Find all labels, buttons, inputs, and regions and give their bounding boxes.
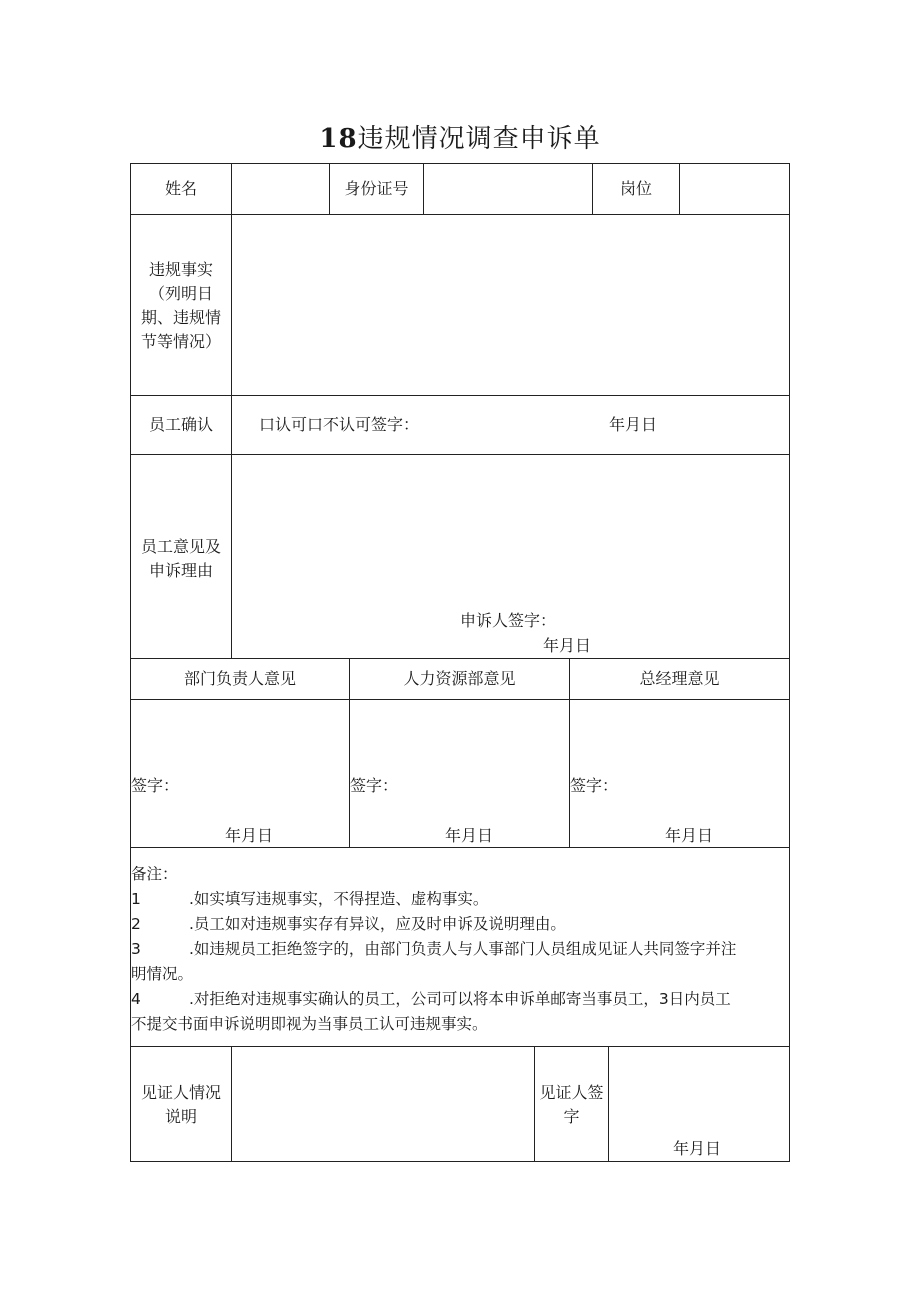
gm-sign-label: 签字： xyxy=(570,776,619,795)
witness-sign-label xyxy=(535,1081,608,1129)
title-number: 18 xyxy=(319,124,358,154)
employee-confirm-label: 员工确认 xyxy=(148,415,213,434)
employee-opinion-field[interactable] xyxy=(232,455,788,605)
employee-opinion-label xyxy=(131,535,231,583)
note-item xyxy=(131,987,788,1012)
label-line: 员工意见及 xyxy=(140,537,221,556)
hr-date: 年月日 xyxy=(445,826,494,845)
witness-desc-field[interactable] xyxy=(232,1047,533,1161)
post-field[interactable] xyxy=(680,164,788,214)
label-line: 见证人签 xyxy=(539,1083,604,1102)
border-line xyxy=(130,395,790,396)
appellant-date: 年月日 xyxy=(543,636,592,655)
dept-head-date: 年月日 xyxy=(225,826,274,845)
note-item xyxy=(131,937,788,962)
label-line: 期、违规情 xyxy=(140,308,221,327)
note-item xyxy=(131,887,788,912)
border-line xyxy=(130,1161,790,1162)
gm-date: 年月日 xyxy=(665,826,714,845)
note-text: .对拒绝对违规事实确认的员工，公司可以将本申诉单邮寄当事员工，3日内员工 xyxy=(189,990,731,1008)
witness-date: 年月日 xyxy=(673,1139,722,1158)
label-line: （列明日 xyxy=(148,284,213,303)
violation-facts-label xyxy=(131,258,231,354)
post-label: 岗位 xyxy=(619,179,652,198)
label-line: 字 xyxy=(563,1107,580,1126)
dept-head-opinion-header: 部门负责人意见 xyxy=(183,669,296,688)
note-continuation: 明情况。 xyxy=(131,965,194,983)
violation-facts-field[interactable] xyxy=(232,215,788,395)
label-line: 节等情况） xyxy=(140,332,221,351)
border-line xyxy=(130,658,790,659)
note-number: 2 xyxy=(131,915,141,933)
dept-head-sign-label: 签字： xyxy=(131,776,180,795)
hr-opinion-header: 人力资源部意见 xyxy=(403,669,516,688)
label-line: 申诉理由 xyxy=(148,561,213,580)
witness-desc-label xyxy=(131,1081,231,1129)
title-text: 违规情况调查申诉单 xyxy=(357,124,601,154)
note-item xyxy=(131,912,788,937)
label-line: 说明 xyxy=(164,1107,197,1126)
note-text: .如违规员工拒绝签字的，由部门负责人与人事部门人员组成见证人共同签字并注 xyxy=(189,940,737,958)
note-text: .员工如对违规事实存有异议，应及时申诉及说明理由。 xyxy=(189,915,566,933)
border-line xyxy=(130,699,790,700)
notes-heading: 备注： xyxy=(131,865,178,883)
note-text: .如实填写违规事实，不得捏造、虚构事实。 xyxy=(189,890,489,908)
gm-opinion-header: 总经理意见 xyxy=(639,669,720,688)
note-continuation: 不提交书面申诉说明即视为当事员工认可违规事实。 xyxy=(131,1015,488,1033)
note-number: 3 xyxy=(131,940,141,958)
appellant-signature-label: 申诉人签字： xyxy=(460,611,557,630)
note-number: 4 xyxy=(131,990,141,1008)
hr-sign-label: 签字： xyxy=(350,776,399,795)
border-line xyxy=(789,163,790,1162)
label-line: 违规事实 xyxy=(148,260,213,279)
note-number: 1 xyxy=(131,890,141,908)
name-field[interactable] xyxy=(232,164,328,214)
confirm-date: 年月日 xyxy=(609,415,658,434)
id-number-field[interactable] xyxy=(424,164,591,214)
name-label: 姓名 xyxy=(164,179,197,198)
label-line: 见证人情况 xyxy=(140,1083,221,1102)
notes-section xyxy=(131,862,788,1037)
id-number-label: 身份证号 xyxy=(344,179,409,198)
confirm-options[interactable]: 口认可口不认可签字： xyxy=(259,415,420,434)
